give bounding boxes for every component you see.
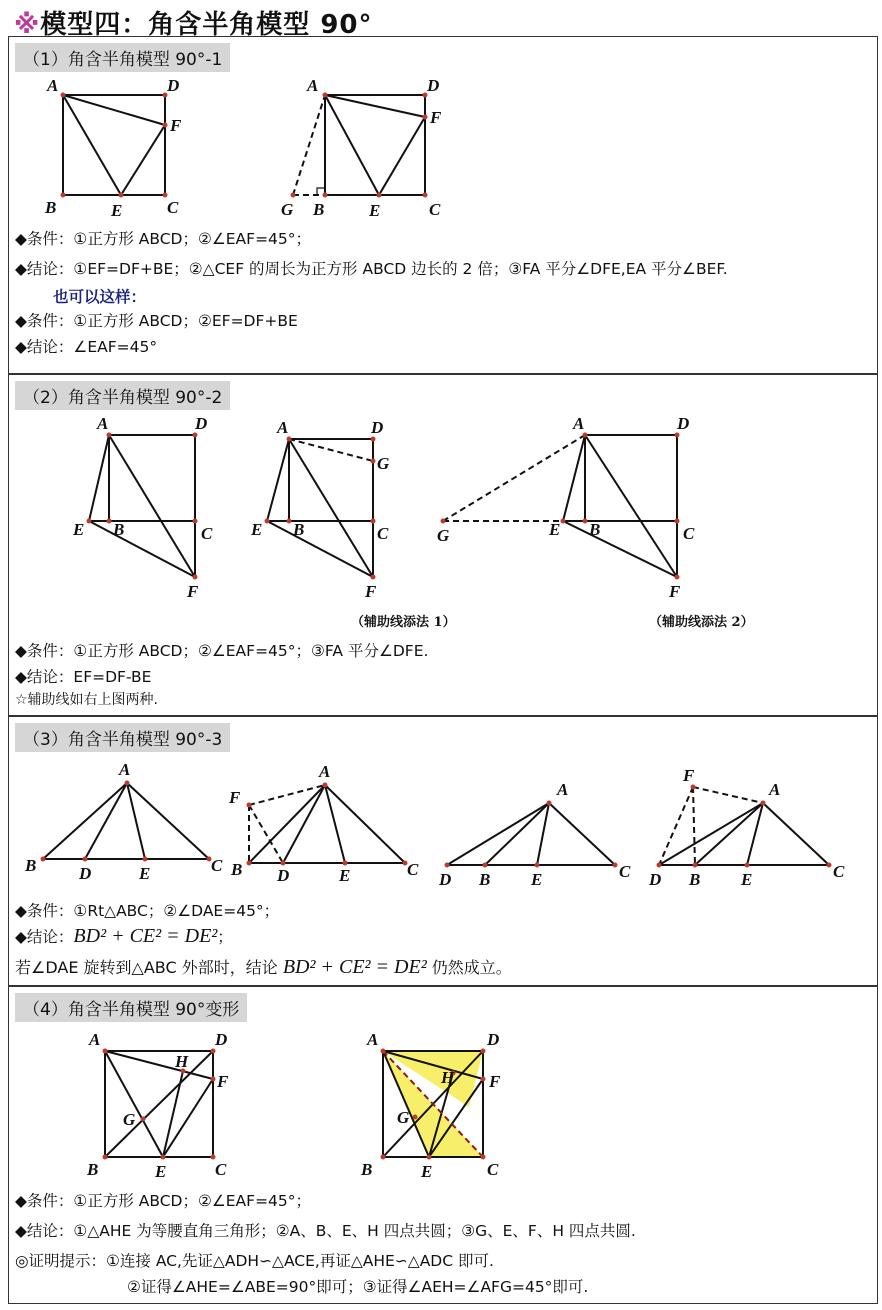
label-a: A (319, 762, 331, 781)
label-g: G (437, 526, 450, 545)
s4-conclusion: ◆结论：①△AHE 为等腰直角三角形；②A、B、E、H 四点共圆；③G、E、F、H 四点共圆. (15, 1222, 636, 1240)
label-a: A (573, 414, 585, 433)
label-a: A (367, 1030, 379, 1049)
label-a: A (47, 76, 59, 95)
label-d: D (167, 76, 180, 95)
s1-condition-2: ◆条件：①正方形 ABCD；②EF=DF+BE (15, 312, 298, 330)
s3-condition: ◆条件：①Rt△ABC；②∠DAE=45°； (15, 902, 280, 920)
label-a: A (97, 414, 109, 433)
label-b: B (361, 1160, 373, 1179)
label-b: B (25, 856, 37, 875)
diagram-3c (429, 755, 639, 885)
label-f: F (489, 1072, 501, 1091)
label-f: F (187, 582, 199, 601)
s1-conclusion: ◆结论：①EF=DF+BE；②△CEF 的周长为正方形 ABCD 边长的 2 倍；③FA 平分∠DFE,EA 平分∠BEF. (15, 260, 728, 278)
label-f: F (430, 108, 442, 127)
s4-proof-2: ②证得∠AHE=∠ABE=90°即可；③证得∠AEH=∠AFG=45°即可. (127, 1278, 589, 1296)
diagram-3b (225, 755, 435, 885)
s3-extra-prefix: 若∠DAE 旋转到△ABC 外部时，结论 (15, 958, 283, 977)
label-c: C (619, 862, 631, 881)
label-c: C (407, 860, 419, 879)
label-f: F (170, 116, 182, 135)
label-f: F (683, 766, 695, 785)
label-e: E (549, 520, 561, 539)
label-e: E (139, 864, 151, 883)
label-a: A (119, 760, 131, 779)
section-4-header: （4）角含半角模型 90°变形 (15, 993, 247, 1022)
caption-aux-2: （辅助线添法 2） (649, 615, 754, 630)
s4-condition: ◆条件：①正方形 ABCD；②∠EAF=45°； (15, 1192, 312, 1210)
label-c: C (211, 856, 223, 875)
label-b: B (313, 200, 325, 219)
section-1-header: （1）角含半角模型 90°-1 (15, 43, 230, 72)
caption-aux-1: （辅助线添法 1） (351, 615, 456, 630)
s3-extra (15, 955, 512, 979)
diagram-3a (19, 755, 229, 885)
label-b: B (113, 520, 125, 539)
label-g: G (397, 1108, 410, 1127)
title-text: 模型四：角含半角模型 90° (40, 10, 373, 40)
label-f: F (669, 582, 681, 601)
label-d: D (427, 76, 440, 95)
s2-condition: ◆条件：①正方形 ABCD；②∠EAF=45°；③FA 平分∠DFE. (15, 642, 429, 660)
label-d: D (677, 414, 690, 433)
label-b: B (479, 870, 491, 885)
label-d: D (649, 870, 662, 885)
label-f: F (365, 582, 377, 601)
label-e: E (339, 866, 351, 885)
formula-2: BD² + CE² = DE² (282, 956, 427, 978)
diagram-2c (429, 411, 729, 611)
label-e: E (741, 870, 753, 885)
label-c: C (487, 1160, 499, 1179)
diagram-2a (59, 411, 249, 611)
section-1 (8, 36, 878, 374)
label-d: D (195, 414, 208, 433)
label-b: B (45, 198, 57, 217)
label-c: C (377, 524, 389, 543)
s1-alt-heading: 也可以这样： (53, 288, 147, 306)
s3-extra-suffix: 仍然成立。 (426, 958, 512, 977)
diagram-2b (237, 411, 427, 611)
s1-condition: ◆条件：①正方形 ABCD；②∠EAF=45°； (15, 230, 312, 248)
diagram-3d (643, 755, 863, 885)
label-e: E (251, 520, 263, 539)
label-c: C (215, 1160, 227, 1179)
s3-conclusion-suffix: ； (217, 928, 233, 946)
label-a: A (557, 780, 569, 799)
title-mark: ※ (14, 10, 41, 40)
label-g: G (377, 454, 390, 473)
label-a: A (769, 780, 781, 799)
label-d: D (277, 866, 290, 885)
label-g: G (123, 1110, 136, 1129)
label-c: C (429, 200, 441, 219)
label-d: D (371, 418, 384, 437)
label-e: E (111, 201, 123, 220)
label-c: C (201, 524, 213, 543)
label-d: D (79, 864, 92, 883)
label-e: E (73, 520, 85, 539)
label-b: B (87, 1160, 99, 1179)
formula: BD² + CE² = DE² (73, 925, 218, 947)
section-2-header: （2）角含半角模型 90°-2 (15, 381, 230, 410)
s1-conclusion-2: ◆结论：∠EAF=45° (15, 338, 158, 356)
label-e: E (369, 201, 381, 220)
label-a: A (277, 418, 289, 437)
label-c: C (833, 862, 845, 881)
label-b: B (689, 870, 701, 885)
label-d: D (487, 1030, 500, 1049)
label-c: C (683, 524, 695, 543)
section-3 (8, 716, 878, 986)
s2-note: ☆辅助线如右上图两种. (15, 692, 159, 708)
label-d: D (215, 1030, 228, 1049)
s3-conclusion-prefix: ◆结论： (15, 928, 74, 946)
label-a: A (89, 1030, 101, 1049)
label-d: D (439, 870, 452, 885)
label-b: B (293, 520, 305, 539)
section-2 (8, 374, 878, 716)
label-e: E (421, 1162, 433, 1181)
section-3-header: （3）角含半角模型 90°-3 (15, 723, 230, 752)
s4-proof-1: ◎证明提示：①连接 AC,先证△ADH∽△ACE,再证△AHE∽△ADC 即可. (15, 1252, 494, 1270)
label-b: B (589, 520, 601, 539)
section-4 (8, 986, 878, 1304)
label-b: B (231, 860, 243, 879)
diagram-4b (345, 1023, 565, 1203)
label-h: H (175, 1052, 189, 1071)
s2-conclusion: ◆结论：EF=DF-BE (15, 668, 152, 686)
label-f: F (229, 788, 241, 807)
label-h: H (441, 1068, 455, 1087)
label-g: G (281, 200, 294, 219)
label-a: A (307, 76, 319, 95)
diagram-4a (65, 1023, 285, 1203)
s3-conclusion (15, 925, 233, 948)
label-e: E (531, 870, 543, 885)
label-e: E (155, 1162, 167, 1181)
label-c: C (167, 198, 179, 217)
label-f: F (217, 1072, 229, 1091)
